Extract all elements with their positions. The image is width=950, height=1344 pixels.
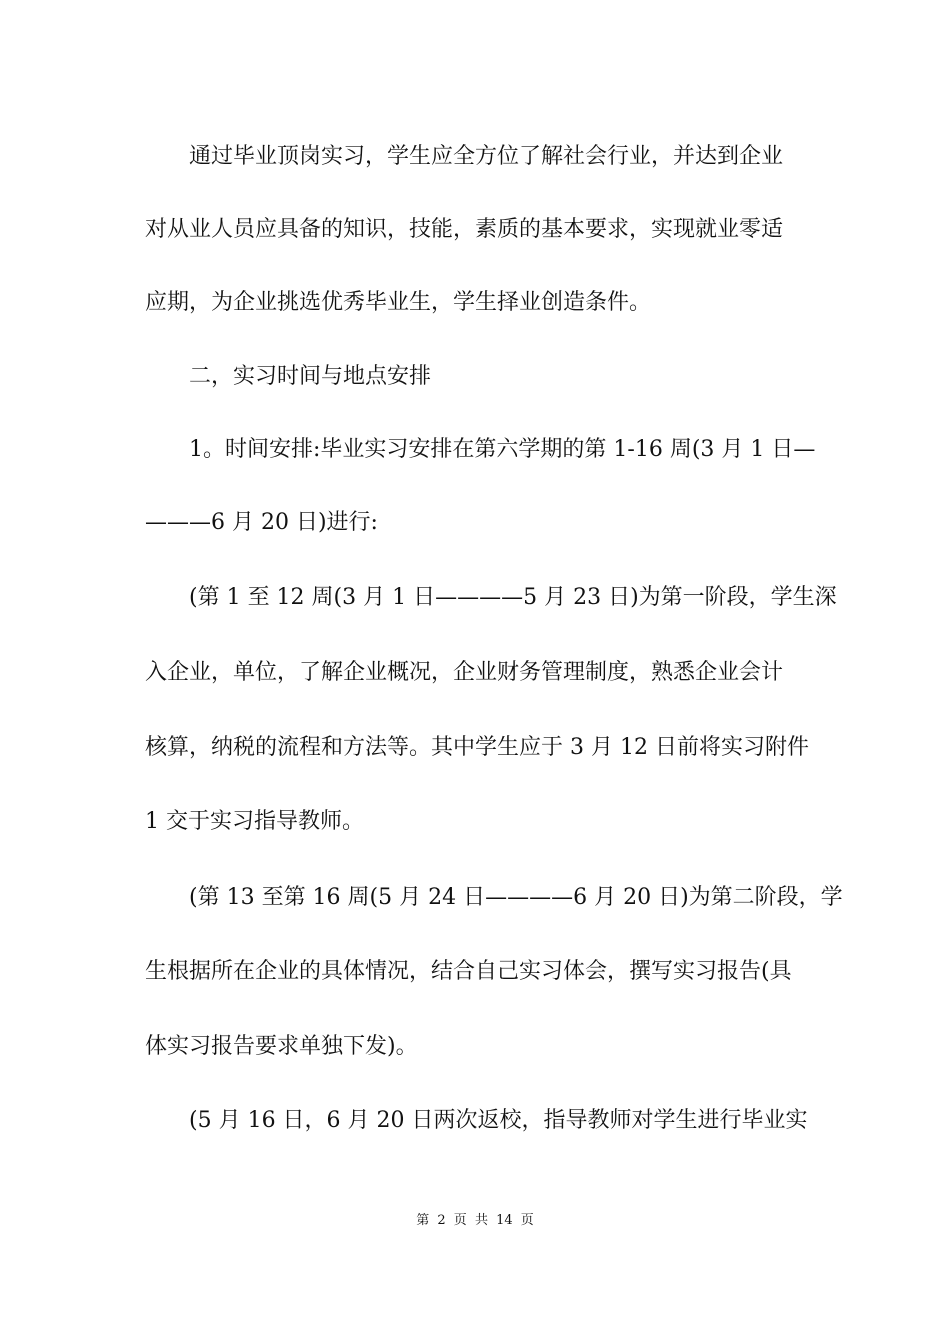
- paragraph-line: 应期，为企业挑选优秀毕业生，学生择业创造条件。: [145, 290, 652, 315]
- footer-label-total-unit: 页: [520, 1213, 534, 1228]
- page-footer: [0, 1209, 950, 1228]
- footer-label-page: 第: [416, 1213, 430, 1228]
- paragraph-line: 核算，纳税的流程和方法等。其中学生应于 3 月 12 日前将实习附件: [145, 735, 809, 760]
- paragraph-line: (5 月 16 日，6 月 20 日两次返校，指导教师对学生进行毕业实: [145, 1108, 808, 1133]
- paragraph-line: 体实习报告要求单独下发)。: [145, 1034, 418, 1059]
- paragraph-line: 入企业，单位，了解企业概况，企业财务管理制度，熟悉企业会计: [145, 660, 784, 685]
- footer-label-page-unit: 页: [453, 1213, 467, 1228]
- paragraph-line: 对从业人员应具备的知识，技能，素质的基本要求，实现就业零适: [145, 217, 784, 242]
- footer-current-page: 2: [437, 1213, 446, 1228]
- footer-label-total: 共: [474, 1213, 488, 1228]
- paragraph-line: (第 13 至第 16 周(5 月 24 日————6 月 20 日)为第二阶段，学: [145, 885, 843, 910]
- paragraph-line: 生根据所在企业的具体情况，结合自己实习体会，撰写实习报告(具: [145, 959, 792, 984]
- section-heading: 二，实习时间与地点安排: [145, 364, 432, 389]
- paragraph-line: 1。时间安排:毕业实习安排在第六学期的第 1-16 周(3 月 1 日—: [145, 437, 816, 462]
- paragraph-line: 通过毕业顶岗实习，学生应全方位了解社会行业，并达到企业: [145, 144, 784, 169]
- paragraph-line: ———6 月 20 日)进行:: [145, 510, 378, 535]
- paragraph-line: (第 1 至 12 周(3 月 1 日————5 月 23 日)为第一阶段，学生深: [145, 585, 837, 610]
- paragraph-line: 1 交于实习指导教师。: [145, 809, 364, 834]
- footer-total-pages: 14: [496, 1213, 513, 1228]
